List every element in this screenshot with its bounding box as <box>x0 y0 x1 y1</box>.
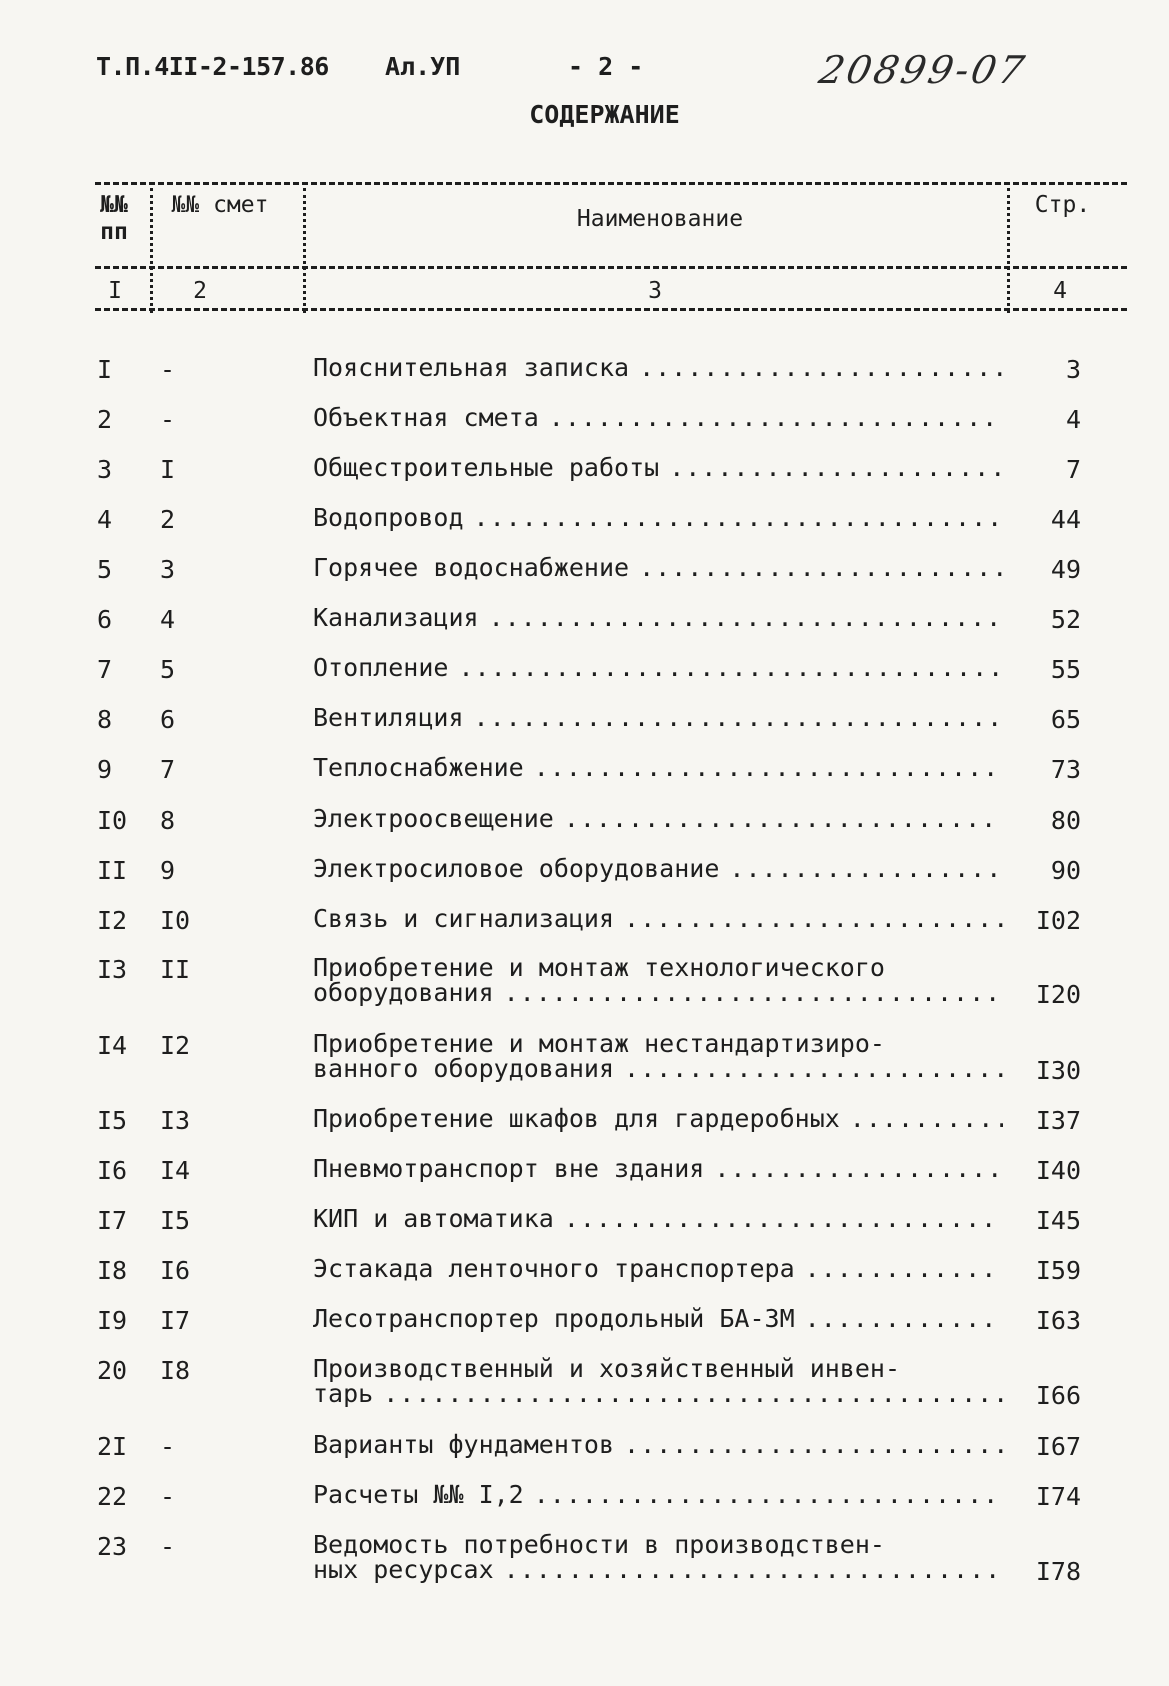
row-title <box>313 705 1003 730</box>
table-header <box>95 178 1127 316</box>
row-title-line: Приобретение шкафов для гардеробных <box>313 1104 840 1133</box>
row-title <box>313 955 1003 1005</box>
header-bottom-line <box>95 308 1127 311</box>
row-number: 5 <box>97 555 113 584</box>
dot-leader <box>504 980 1003 1005</box>
row-page-number: I74 <box>1035 1482 1081 1511</box>
row-page-number: I59 <box>1035 1256 1081 1285</box>
dot-leader <box>624 1056 1003 1081</box>
row-number: I4 <box>97 1031 128 1060</box>
row-estimate-number: 4 <box>160 605 176 634</box>
row-title <box>313 1306 1003 1331</box>
row-page-number: 44 <box>1050 505 1081 534</box>
row-estimate-number: I8 <box>160 1356 191 1385</box>
row-page-number: I20 <box>1035 980 1081 1009</box>
contents-row <box>0 405 1169 445</box>
row-number: I <box>97 355 113 384</box>
row-number: 7 <box>97 655 113 684</box>
row-title <box>313 1206 1003 1231</box>
row-title-line: Отопление <box>313 653 449 682</box>
header-col-page: Стр. <box>1034 192 1091 218</box>
row-estimate-number: I4 <box>160 1156 191 1185</box>
row-estimate-number: 9 <box>160 856 176 885</box>
contents-row <box>0 1029 1169 1085</box>
page-number: - 2 - <box>568 52 644 81</box>
contents-row <box>0 953 1169 1009</box>
page-title: СОДЕРЖАНИЕ <box>529 100 680 129</box>
dot-leader <box>458 655 1003 680</box>
row-title-line: ванного оборудования <box>313 1054 615 1083</box>
row-title-line: Водопровод <box>313 503 464 532</box>
contents-row <box>0 1530 1169 1586</box>
dot-leader <box>534 1482 1003 1507</box>
row-title-line: Объектная смета <box>313 403 539 432</box>
row-estimate-number: - <box>160 1432 176 1461</box>
row-title <box>313 856 1003 881</box>
dot-leader <box>714 1156 1003 1181</box>
row-number: 3 <box>97 455 113 484</box>
dot-leader <box>624 906 1003 931</box>
row-page-number: 52 <box>1050 605 1081 634</box>
row-title <box>313 1482 1003 1507</box>
row-estimate-number: 6 <box>160 705 176 734</box>
dot-leader <box>669 455 1003 480</box>
row-title <box>313 755 1003 780</box>
row-title <box>313 1031 1003 1081</box>
header-top-line <box>95 182 1127 185</box>
row-page-number: I40 <box>1035 1156 1081 1185</box>
contents-row <box>0 455 1169 495</box>
document-code: Т.П.4II-2-157.86 <box>96 52 329 81</box>
contents-row <box>0 1156 1169 1196</box>
contents-row <box>0 806 1169 846</box>
dot-leader <box>805 1306 1003 1331</box>
row-page-number: I66 <box>1035 1381 1081 1410</box>
row-estimate-number: I0 <box>160 906 191 935</box>
contents-row <box>0 505 1169 545</box>
row-title <box>313 906 1003 931</box>
inventory-number: 20899-07 <box>815 48 1031 92</box>
contents-row <box>0 1206 1169 1246</box>
header-colnum-4: 4 <box>1053 278 1067 304</box>
row-number: I0 <box>97 806 128 835</box>
row-title <box>313 605 1003 630</box>
row-page-number: I02 <box>1035 906 1081 935</box>
row-title-line: ных ресурсах <box>313 1555 494 1584</box>
row-page-number: 7 <box>1065 455 1081 484</box>
row-estimate-number: I6 <box>160 1256 191 1285</box>
header-divider <box>150 188 153 313</box>
row-page-number: I37 <box>1035 1106 1081 1135</box>
row-title <box>313 555 1003 580</box>
row-title-line: Лесотранспортер продольный БА-3М <box>313 1304 795 1333</box>
contents-row <box>0 1306 1169 1346</box>
row-page-number: 4 <box>1065 405 1081 434</box>
header-col-num: №№ пп <box>100 192 128 245</box>
contents-row <box>0 906 1169 946</box>
row-title-line: Пневмотранспорт вне здания <box>313 1154 705 1183</box>
dot-leader <box>639 355 1003 380</box>
row-page-number: I67 <box>1035 1432 1081 1461</box>
row-title <box>313 405 1003 430</box>
row-number: I2 <box>97 906 128 935</box>
contents-row <box>0 605 1169 645</box>
album-number: Ал.УП <box>385 52 461 81</box>
row-title <box>313 806 1003 831</box>
dot-leader <box>729 856 1003 881</box>
row-title <box>313 1156 1003 1181</box>
header-divider <box>1007 188 1010 313</box>
dot-leader <box>504 1557 1003 1582</box>
row-title-line: Общестроительные работы <box>313 453 660 482</box>
row-estimate-number: I7 <box>160 1306 191 1335</box>
row-page-number: 80 <box>1050 806 1081 835</box>
row-number: 23 <box>97 1532 128 1561</box>
row-title-line: Электросиловое оборудование <box>313 854 720 883</box>
dot-leader <box>564 1206 1003 1231</box>
row-number: I6 <box>97 1156 128 1185</box>
row-title-line: Теплоснабжение <box>313 753 524 782</box>
contents-row <box>0 1256 1169 1296</box>
contents-row <box>0 1106 1169 1146</box>
row-title-line: Горячее водоснабжение <box>313 553 630 582</box>
header-mid-line <box>95 266 1127 269</box>
row-estimate-number: 3 <box>160 555 176 584</box>
contents-row <box>0 1482 1169 1522</box>
row-estimate-number: - <box>160 355 176 384</box>
row-page-number: 3 <box>1065 355 1081 384</box>
row-number: I5 <box>97 1106 128 1135</box>
dot-leader <box>474 705 1003 730</box>
contents-row <box>0 355 1169 395</box>
row-number: I3 <box>97 955 128 984</box>
row-title-line: Ведомость потребности в производствен- <box>313 1530 885 1559</box>
row-number: I9 <box>97 1306 128 1335</box>
row-estimate-number: - <box>160 405 176 434</box>
row-number: II <box>97 856 128 885</box>
row-title-line: Канализация <box>313 603 479 632</box>
row-page-number: I45 <box>1035 1206 1081 1235</box>
row-estimate-number: II <box>160 955 191 984</box>
row-number: 6 <box>97 605 113 634</box>
row-estimate-number: I5 <box>160 1206 191 1235</box>
row-estimate-number: - <box>160 1532 176 1561</box>
row-title-line: Приобретение и монтаж нестандартизиро- <box>313 1029 885 1058</box>
dot-leader <box>805 1256 1003 1281</box>
row-estimate-number: I3 <box>160 1106 191 1135</box>
row-number: 20 <box>97 1356 128 1385</box>
header-colnum-1: I <box>108 278 122 304</box>
dot-leader <box>383 1381 1003 1406</box>
row-title <box>313 505 1003 530</box>
header-colnum-2: 2 <box>193 278 207 304</box>
row-title <box>313 1532 1003 1582</box>
contents-row <box>0 856 1169 896</box>
row-title-line: тарь <box>313 1379 374 1408</box>
row-title <box>313 1356 1003 1406</box>
row-title <box>313 355 1003 380</box>
contents-row <box>0 555 1169 595</box>
row-title <box>313 655 1003 680</box>
contents-row <box>0 655 1169 695</box>
row-title <box>313 1106 1003 1131</box>
row-estimate-number: 8 <box>160 806 176 835</box>
row-title-line: Электроосвещение <box>313 804 554 833</box>
row-page-number: I30 <box>1035 1056 1081 1085</box>
row-title <box>313 1256 1003 1281</box>
row-number: I8 <box>97 1256 128 1285</box>
row-page-number: 55 <box>1050 655 1081 684</box>
row-estimate-number: 7 <box>160 755 176 784</box>
row-title-line: Производственный и хозяйственный инвен- <box>313 1354 900 1383</box>
row-estimate-number: I2 <box>160 1031 191 1060</box>
dot-leader <box>474 505 1003 530</box>
row-page-number: 49 <box>1050 555 1081 584</box>
row-number: 4 <box>97 505 113 534</box>
row-title-line: оборудования <box>313 978 494 1007</box>
contents-row <box>0 1432 1169 1472</box>
dot-leader <box>489 605 1003 630</box>
contents-row <box>0 705 1169 745</box>
row-estimate-number: - <box>160 1482 176 1511</box>
dot-leader <box>549 405 1003 430</box>
contents-row <box>0 1354 1169 1410</box>
dot-leader <box>624 1432 1003 1457</box>
row-title-line: Пояснительная записка <box>313 353 630 382</box>
row-number: 8 <box>97 705 113 734</box>
row-page-number: 73 <box>1050 755 1081 784</box>
row-number: 22 <box>97 1482 128 1511</box>
dot-leader <box>639 555 1003 580</box>
row-number: 2 <box>97 405 113 434</box>
row-title <box>313 1432 1003 1457</box>
row-title-line: Приобретение и монтаж технологического <box>313 953 885 982</box>
dot-leader <box>534 755 1003 780</box>
row-page-number: 90 <box>1050 856 1081 885</box>
row-title-line: Варианты фундаментов <box>313 1430 615 1459</box>
row-title-line: Эстакада ленточного транспортера <box>313 1254 795 1283</box>
row-number: 2I <box>97 1432 128 1461</box>
dot-leader <box>850 1106 1003 1131</box>
dot-leader <box>564 806 1003 831</box>
row-estimate-number: 5 <box>160 655 176 684</box>
row-page-number: 65 <box>1050 705 1081 734</box>
row-title-line: КИП и автоматика <box>313 1204 554 1233</box>
row-title-line: Связь и сигнализация <box>313 904 615 933</box>
row-page-number: I78 <box>1035 1557 1081 1586</box>
row-title-line: Расчеты №№ I,2 <box>313 1480 524 1509</box>
header-col-name: Наименование <box>576 206 744 232</box>
row-title <box>313 455 1003 480</box>
contents-row <box>0 755 1169 795</box>
row-number: I7 <box>97 1206 128 1235</box>
header-divider <box>303 188 306 313</box>
row-number: 9 <box>97 755 113 784</box>
row-estimate-number: 2 <box>160 505 176 534</box>
header-col-estimate: №№ смет <box>171 192 269 218</box>
row-page-number: I63 <box>1035 1306 1081 1335</box>
row-estimate-number: I <box>160 455 176 484</box>
header-colnum-3: 3 <box>648 278 662 304</box>
row-title-line: Вентиляция <box>313 703 464 732</box>
